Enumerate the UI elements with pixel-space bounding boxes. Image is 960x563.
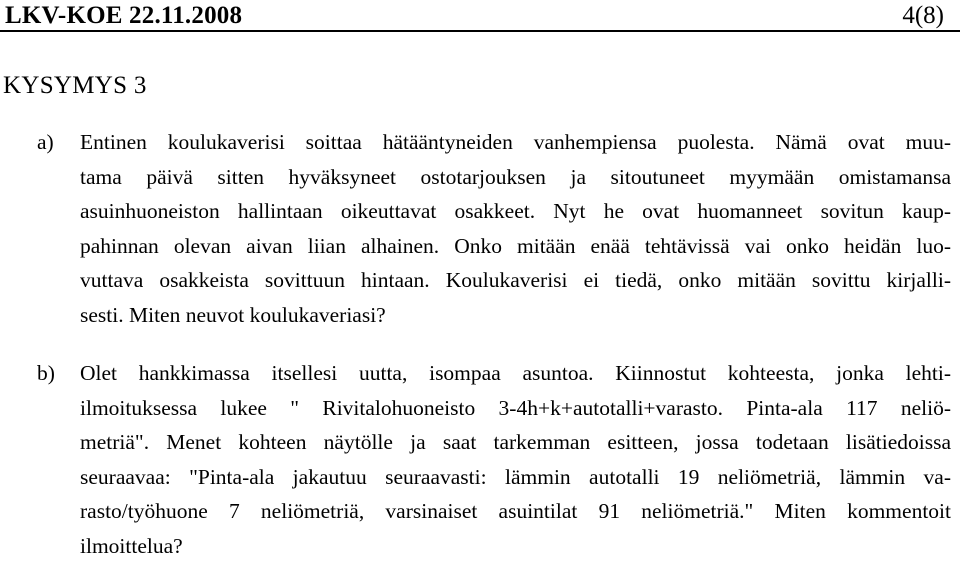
question-b-line: ilmoituksessa lukee " Rivitalohuoneisto 3-4h+k+autotalli+varasto. Pinta-ala 117 neliö-: [80, 391, 951, 426]
exam-title-date: LKV-KOE 22.11.2008: [5, 0, 242, 32]
question-b-line: seuraavaa: "Pinta-ala jakautuu seuraavasti: lämmin autotalli 19 neliömetriä, lämmin va-: [80, 460, 951, 495]
page-header: [0, 0, 960, 32]
question-a-line: vuttava osakkeista sovittuun hintaan. Koulukaverisi ei tiedä, onko mitään sovittu kirjalli-: [80, 263, 951, 298]
question-b-label: b): [37, 356, 55, 391]
question-a-line: sesti. Miten neuvot koulukaveriasi?: [80, 298, 386, 333]
question-title: KYSYMYS 3: [3, 70, 147, 102]
question-a-label: a): [37, 125, 54, 160]
question-a-line: Entinen koulukaverisi soittaa hätääntyneiden vanhempiensa puolesta. Nämä ovat muu-: [80, 125, 951, 160]
question-a-line: tama päivä sitten hyväksyneet ostotarjouksen ja sitoutuneet myymään omistamansa: [80, 160, 951, 195]
question-b-line: rasto/työhuone 7 neliömetriä, varsinaiset asuintilat 91 neliömetriä." Miten kommentoit: [80, 494, 951, 529]
question-b-line: metriä". Menet kohteen näytölle ja saat tarkemman esitteen, jossa todetaan lisätiedoissa: [80, 425, 951, 460]
page-number: 4(8): [902, 0, 944, 32]
question-b-line: ilmoittelua?: [80, 529, 183, 563]
question-b-line: Olet hankkimassa itsellesi uutta, isompaa asuntoa. Kiinnostut kohteesta, jonka lehti-: [80, 356, 951, 391]
question-a-line: pahinnan olevan aivan liian alhainen. Onko mitään enää tehtävissä vai onko heidän luo-: [80, 229, 951, 264]
question-a-line: asuinhuoneiston hallintaan oikeuttavat osakkeet. Nyt he ovat huomanneet sovitun kaup-: [80, 194, 951, 229]
